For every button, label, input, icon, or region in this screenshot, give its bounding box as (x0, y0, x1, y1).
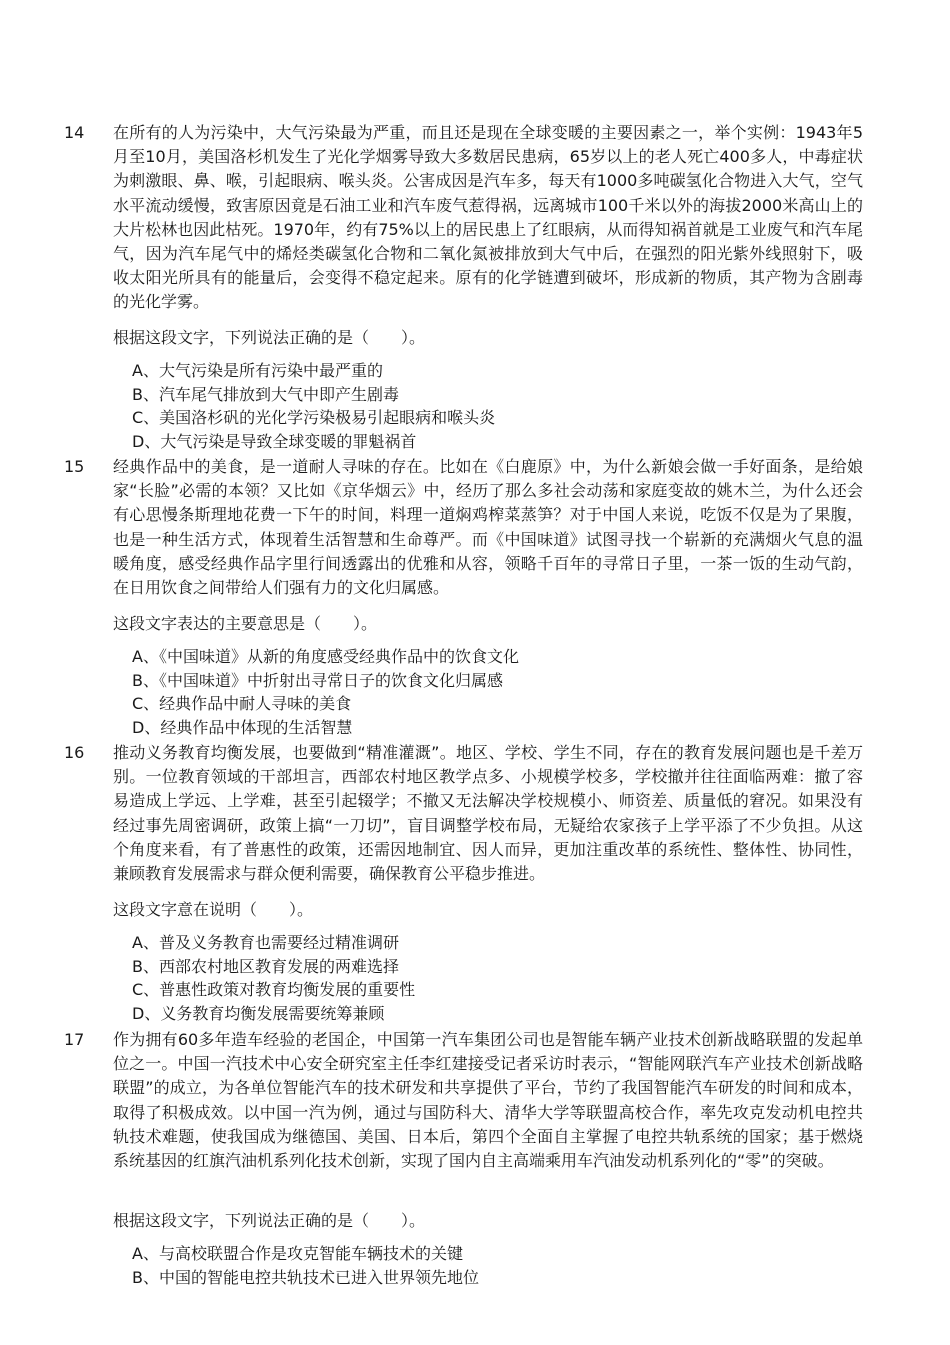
question-stem: 作为拥有60多年造车经验的老国企，中国第一汽车集团公司也是智能车辆产业技术创新战略联盟的发起单位之一。中国一汽技术中心安全研究室主任李红建接受记者采访时表示，“智能网联汽车产业技术创新战略联盟”的成立，为各单位智能汽车的技术研发和共享提供了平台，节约了我国智能汽车研发的时间和成本，取得了积极成效。以中国一汽为例，通过与国防科大、清华大学等联盟高校合作，率先攻克发动机电控共轨技术难题，使我国成为继德国、美国、日本后，第四个全面自主掌握了电控共轨系统的国家；基于燃烧系统基因的红旗汽油机系列化技术创新，实现了国内自主高端乘用车汽油发动机系列化的“零”的突破。 (113, 1030, 863, 1171)
option-a[interactable]: A、大气污染是所有污染中最严重的 (132, 361, 383, 380)
option-c[interactable]: C、普惠性政策对教育均衡发展的重要性 (132, 980, 416, 1000)
option-list (132, 1242, 479, 1289)
option-list (132, 645, 519, 739)
option-b[interactable]: B、《中国味道》中折射出寻常日子的饮食文化归属感 (132, 670, 503, 690)
option-d[interactable]: D、义务教育均衡发展需要统筹兼顾 (132, 1003, 385, 1023)
question-number: 16 (64, 743, 85, 762)
question-number: 17 (64, 1030, 85, 1049)
option-b[interactable]: B、中国的智能电控共轨技术已进入世界领先地位 (132, 1267, 479, 1287)
option-d[interactable]: D、大气污染是导致全球变暖的罪魁祸首 (132, 431, 417, 451)
option-b[interactable]: B、西部农村地区教育发展的两难选择 (132, 956, 399, 976)
question-stem: 推动义务教育均衡发展，也要做到“精准灌溉”。地区、学校、学生不同，存在的教育发展问题也是千差万别。一位教育领域的干部坦言，西部农村地区教学点多、小规模学校多，学校撤并往往面临两难：撤了容易造成上学远、上学难，甚至引起辍学；不撤又无法解决学校规模小、师资差、质量低的窘况。如果没有经过事先周密调研，政策上搞“一刀切”，盲目调整学校布局，无疑给农家孩子上学平添了不少负担。从这个角度来看，有了普惠性的政策，还需因地制宜、因人而异，更加注重改革的系统性、整体性、协同性，兼顾教育发展需求与群众便利需要，确保教育公平稳步推进。 (113, 743, 863, 884)
question-stem: 经典作品中的美食，是一道耐人寻味的存在。比如在《白鹿原》中，为什么新娘会做一手好面条，是给娘家“长脸”必需的本领？又比如《京华烟云》中，经历了那么多社会动荡和家庭变故的姚木兰，为什么还会有心思慢条斯理地花费一下午的时间，料理一道焖鸡榨菜蒸笋？对于中国人来说，吃饭不仅是为了果腹，也是一种生活方式，体现着生活智慧和生命尊严。而《中国味道》试图寻找一个崭新的充满烟火气息的温暖角度，感受经典作品字里行间透露出的优雅和从容，领略千百年的寻常日子里，一茶一饭的生动气韵，在日用饮食之间带给人们强有力的文化归属感。 (113, 457, 863, 598)
option-b[interactable]: B、汽车尾气排放到大气中即产生剧毒 (132, 384, 399, 404)
option-a[interactable]: A、普及义务教育也需要经过精准调研 (132, 933, 399, 952)
question-number: 14 (64, 123, 85, 142)
option-d[interactable]: D、经典作品中体现的生活智慧 (132, 717, 353, 737)
option-a[interactable]: A、《中国味道》从新的角度感受经典作品中的饮食文化 (132, 647, 519, 666)
question-prompt: 根据这段文字，下列说法正确的是（ ）。 (113, 328, 426, 347)
question-number: 15 (64, 457, 85, 476)
question-prompt: 根据这段文字，下列说法正确的是（ ）。 (113, 1211, 426, 1230)
option-list (132, 931, 415, 1025)
question-prompt: 这段文字意在说明（ ）。 (113, 900, 314, 919)
option-a[interactable]: A、与高校联盟合作是攻克智能车辆技术的关键 (132, 1244, 463, 1263)
option-list (132, 359, 495, 453)
question-prompt: 这段文字表达的主要意思是（ ）。 (113, 614, 378, 633)
option-c[interactable]: C、美国洛杉矾的光化学污染极易引起眼病和喉头炎 (132, 408, 496, 428)
option-c[interactable]: C、经典作品中耐人寻味的美食 (132, 694, 352, 714)
question-stem: 在所有的人为污染中，大气污染最为严重，而且还是现在全球变暖的主要因素之一，举个实例：1943年5月至10月，美国洛杉机发生了光化学烟雾导致大多数居民患病，65岁以上的老人死亡400多人，中毒症状为刺激眼、鼻、喉，引起眼病、喉头炎。公害成因是汽车多，每天有1000多吨碳氢化合物进入大气，空气水平流动缓慢，致害原因竟是石油工业和汽车废气惹得祸，远离城市100千米以外的海拔2000米高山上的大片松林也因此枯死。1970年，约有75%以上的居民患上了红眼病，从而得知祸首就是工业废气和汽车尾气，因为汽车尾气中的烯烃类碳氢化合物和二氧化氮被排放到大气中后，在强烈的阳光紫外线照射下，吸收太阳光所具有的能量后，会变得不稳定起来。原有的化学链遭到破坏，形成新的物质，其产物为含剧毒的光化学雾。 (113, 123, 863, 312)
